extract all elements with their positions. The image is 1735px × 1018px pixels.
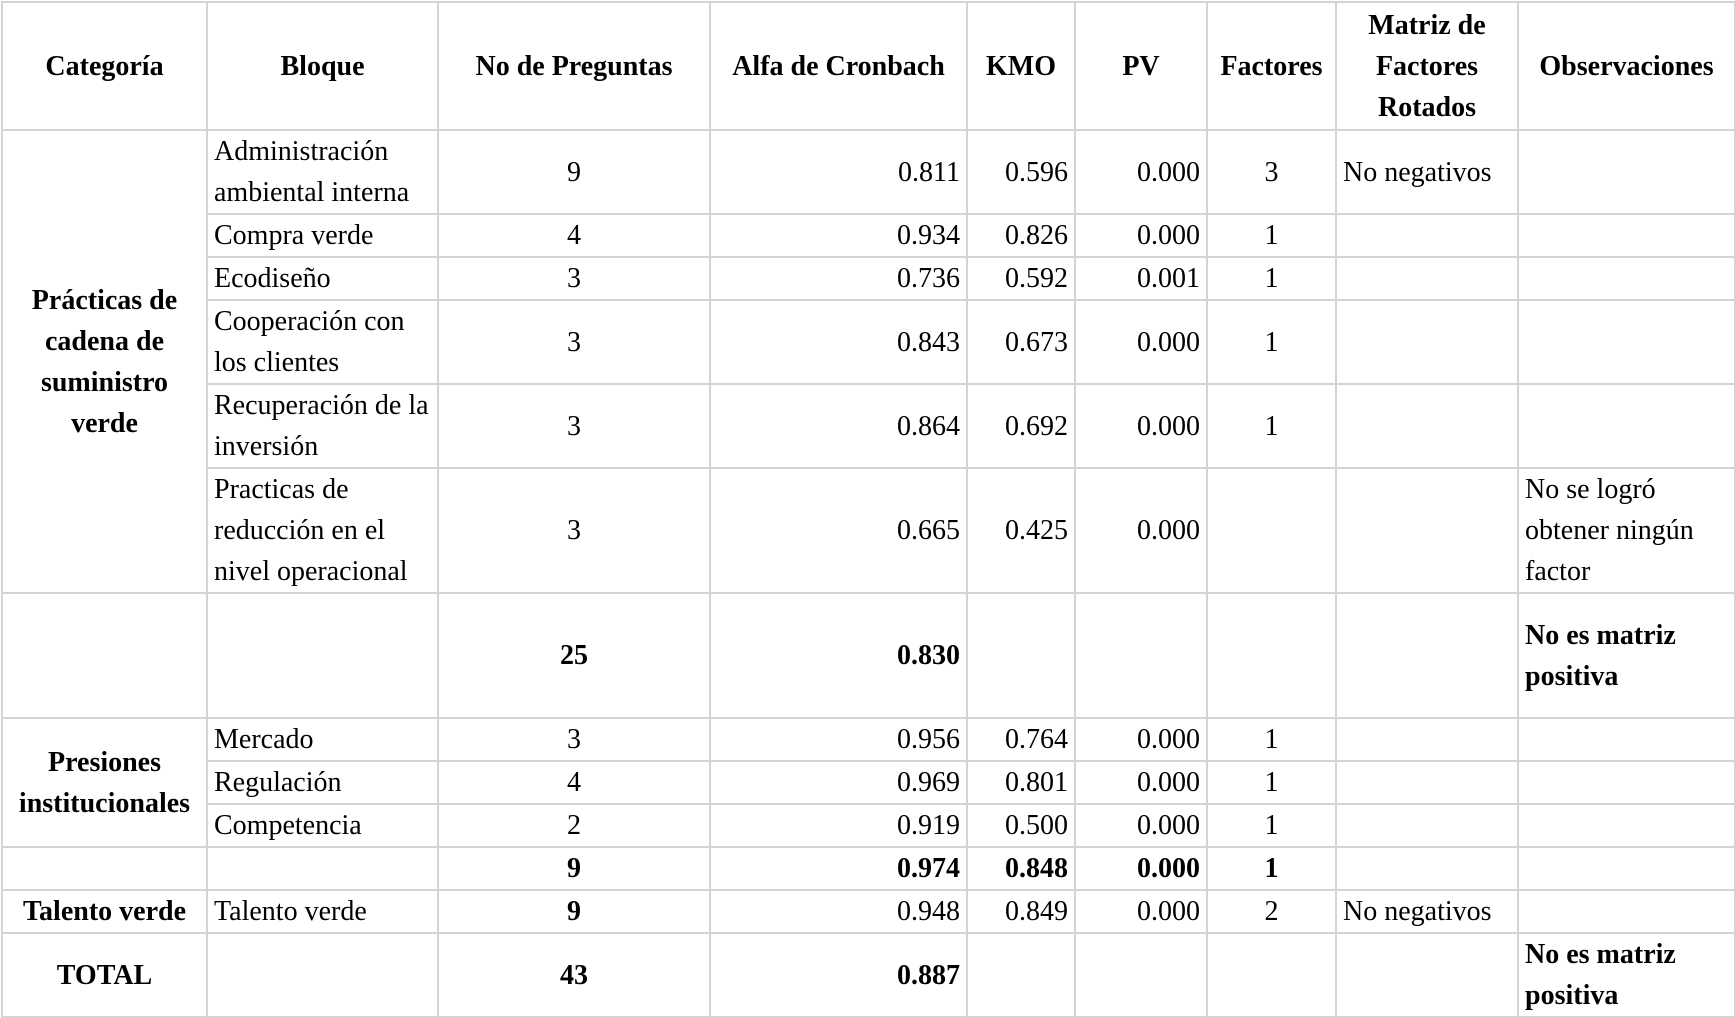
header-observaciones: Observaciones xyxy=(1518,2,1735,130)
cell-kmo: 0.425 xyxy=(967,468,1075,593)
cell-matriz xyxy=(1336,214,1518,257)
cell-factores xyxy=(1207,933,1336,1017)
cell-factores xyxy=(1207,593,1336,718)
cell-kmo: 0.692 xyxy=(967,384,1075,468)
cell-kmo: 0.500 xyxy=(967,804,1075,847)
cell-pv: 0.000 xyxy=(1075,890,1207,933)
cell-alfa: 0.736 xyxy=(710,257,967,300)
cell-bloque: Ecodiseño xyxy=(207,257,438,300)
table-row xyxy=(2,890,1735,933)
cell-factores: 1 xyxy=(1207,257,1336,300)
cell-pv: 0.000 xyxy=(1075,300,1207,384)
cell-observaciones: No es matriz positiva xyxy=(1518,593,1735,718)
cell-matriz xyxy=(1336,847,1518,890)
cell-alfa: 0.864 xyxy=(710,384,967,468)
cell-matriz: No negativos xyxy=(1336,130,1518,214)
cell-factores: 1 xyxy=(1207,384,1336,468)
cell-bloque: Mercado xyxy=(207,718,438,761)
cell-pv: 0.000 xyxy=(1075,214,1207,257)
cell-observaciones xyxy=(1518,384,1735,468)
cell-observaciones xyxy=(1518,890,1735,933)
cell-alfa: 0.919 xyxy=(710,804,967,847)
cell-matriz xyxy=(1336,593,1518,718)
cell-kmo: 0.592 xyxy=(967,257,1075,300)
cell-kmo: 0.764 xyxy=(967,718,1075,761)
cell-pv: 0.000 xyxy=(1075,130,1207,214)
table-row xyxy=(2,384,1735,468)
cell-preguntas: 3 xyxy=(438,468,710,593)
table-row xyxy=(2,300,1735,384)
cell-bloque: Regulación xyxy=(207,761,438,804)
header-bloque: Bloque xyxy=(207,2,438,130)
table-row xyxy=(2,761,1735,804)
cell-matriz xyxy=(1336,300,1518,384)
cell-factores: 1 xyxy=(1207,300,1336,384)
cell-pv xyxy=(1075,593,1207,718)
cell-matriz xyxy=(1336,933,1518,1017)
cell-bloque xyxy=(207,593,438,718)
cell-alfa: 0.974 xyxy=(710,847,967,890)
cell-factores: 1 xyxy=(1207,761,1336,804)
cell-matriz xyxy=(1336,384,1518,468)
cell-kmo: 0.596 xyxy=(967,130,1075,214)
cell-factores: 1 xyxy=(1207,718,1336,761)
table-row xyxy=(2,214,1735,257)
cell-pv: 0.000 xyxy=(1075,384,1207,468)
header-preguntas: No de Preguntas xyxy=(438,2,710,130)
cell-preguntas: 4 xyxy=(438,761,710,804)
cell-bloque: Practicas de reducción en el nivel operacional xyxy=(207,468,438,593)
header-kmo: KMO xyxy=(967,2,1075,130)
cell-preguntas: 4 xyxy=(438,214,710,257)
header-pv: PV xyxy=(1075,2,1207,130)
cell-observaciones xyxy=(1518,257,1735,300)
subtotal-row xyxy=(2,847,1735,890)
category-green-supply: Prácticas de cadena de suministro verde xyxy=(2,130,207,593)
cell-preguntas: 9 xyxy=(438,890,710,933)
cell-observaciones xyxy=(1518,130,1735,214)
cell-alfa: 0.843 xyxy=(710,300,967,384)
total-row xyxy=(2,933,1735,1017)
cell-observaciones xyxy=(1518,804,1735,847)
cell-bloque xyxy=(207,933,438,1017)
cell-factores: 1 xyxy=(1207,214,1336,257)
cell-kmo: 0.848 xyxy=(967,847,1075,890)
cell-factores: 2 xyxy=(1207,890,1336,933)
cell-observaciones xyxy=(1518,847,1735,890)
cell-bloque: Compra verde xyxy=(207,214,438,257)
cell-preguntas: 3 xyxy=(438,718,710,761)
cell-kmo: 0.826 xyxy=(967,214,1075,257)
header-matriz: Matriz de Factores Rotados xyxy=(1336,2,1518,130)
header-row xyxy=(2,2,1735,130)
cell-pv: 0.000 xyxy=(1075,847,1207,890)
cell-matriz xyxy=(1336,718,1518,761)
cell-bloque: Competencia xyxy=(207,804,438,847)
cell-preguntas: 3 xyxy=(438,300,710,384)
cell-factores xyxy=(1207,468,1336,593)
cell-pv: 0.000 xyxy=(1075,761,1207,804)
cell-alfa: 0.948 xyxy=(710,890,967,933)
cell-observaciones xyxy=(1518,300,1735,384)
cell-pv: 0.000 xyxy=(1075,718,1207,761)
cell-alfa: 0.830 xyxy=(710,593,967,718)
cell-observaciones xyxy=(1518,214,1735,257)
cell-preguntas: 3 xyxy=(438,257,710,300)
table-row xyxy=(2,257,1735,300)
cell-preguntas: 25 xyxy=(438,593,710,718)
cell-preguntas: 43 xyxy=(438,933,710,1017)
cell-factores: 1 xyxy=(1207,847,1336,890)
cell-kmo xyxy=(967,933,1075,1017)
header-factores: Factores xyxy=(1207,2,1336,130)
cell-bloque: Cooperación con los clientes xyxy=(207,300,438,384)
header-categoria: Categoría xyxy=(2,2,207,130)
cell-preguntas: 9 xyxy=(438,130,710,214)
cell-categoria-empty xyxy=(2,847,207,890)
results-table xyxy=(1,1,1735,1018)
table-row xyxy=(2,468,1735,593)
cell-pv: 0.000 xyxy=(1075,468,1207,593)
cell-bloque: Talento verde xyxy=(207,890,438,933)
cell-factores: 1 xyxy=(1207,804,1336,847)
cell-observaciones: No es matriz positiva xyxy=(1518,933,1735,1017)
cell-bloque: Administración ambiental interna xyxy=(207,130,438,214)
table-row xyxy=(2,804,1735,847)
cell-alfa: 0.665 xyxy=(710,468,967,593)
cell-matriz xyxy=(1336,468,1518,593)
table-row xyxy=(2,130,1735,214)
cell-kmo: 0.849 xyxy=(967,890,1075,933)
cell-kmo: 0.801 xyxy=(967,761,1075,804)
cell-alfa: 0.969 xyxy=(710,761,967,804)
cell-matriz xyxy=(1336,257,1518,300)
cell-alfa: 0.811 xyxy=(710,130,967,214)
cell-pv xyxy=(1075,933,1207,1017)
category-institutional: Presiones institucionales xyxy=(2,718,207,847)
cell-pv: 0.000 xyxy=(1075,804,1207,847)
cell-preguntas: 2 xyxy=(438,804,710,847)
table-row xyxy=(2,718,1735,761)
category-total: TOTAL xyxy=(2,933,207,1017)
cell-bloque xyxy=(207,847,438,890)
subtotal-row xyxy=(2,593,1735,718)
category-green-talent: Talento verde xyxy=(2,890,207,933)
cell-matriz xyxy=(1336,804,1518,847)
cell-pv: 0.001 xyxy=(1075,257,1207,300)
cell-alfa: 0.934 xyxy=(710,214,967,257)
cell-kmo xyxy=(967,593,1075,718)
cell-kmo: 0.673 xyxy=(967,300,1075,384)
header-alfa: Alfa de Cronbach xyxy=(710,2,967,130)
cell-preguntas: 3 xyxy=(438,384,710,468)
cell-observaciones xyxy=(1518,761,1735,804)
cell-alfa: 0.956 xyxy=(710,718,967,761)
cell-preguntas: 9 xyxy=(438,847,710,890)
cell-alfa: 0.887 xyxy=(710,933,967,1017)
cell-observaciones: No se logró obtener ningún factor xyxy=(1518,468,1735,593)
cell-observaciones xyxy=(1518,718,1735,761)
cell-matriz: No negativos xyxy=(1336,890,1518,933)
cell-factores: 3 xyxy=(1207,130,1336,214)
cell-categoria-empty xyxy=(2,593,207,718)
cell-matriz xyxy=(1336,761,1518,804)
cell-bloque: Recuperación de la inversión xyxy=(207,384,438,468)
